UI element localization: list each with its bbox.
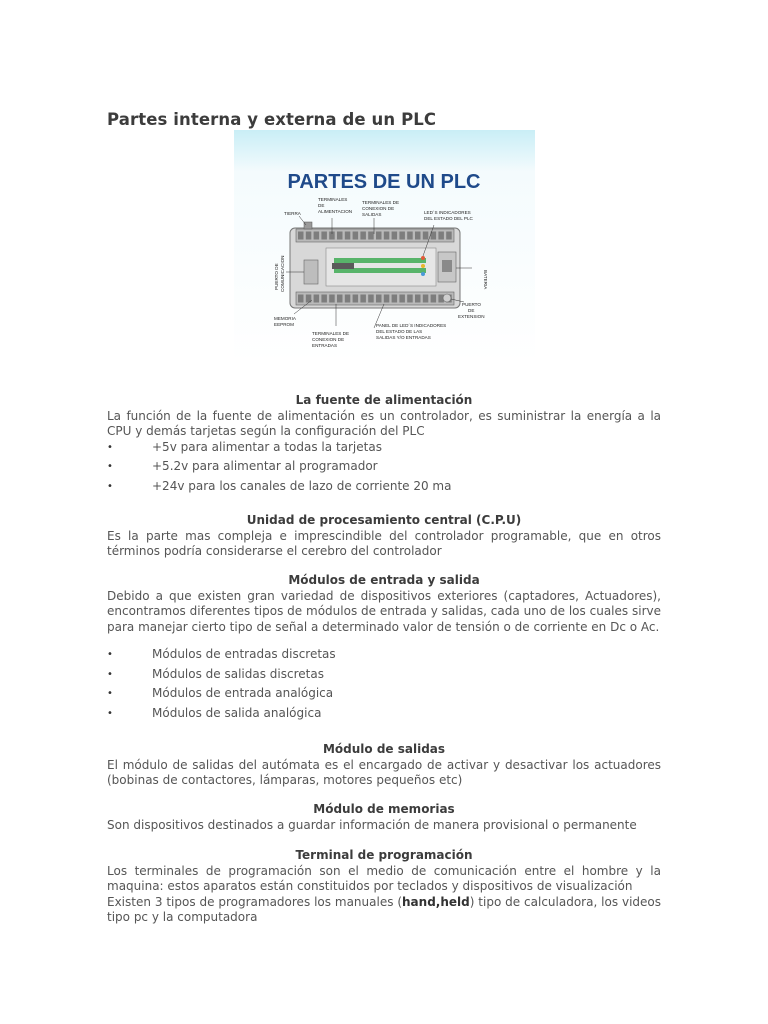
label-term-sal-2: CONEXION DE	[362, 206, 395, 211]
terminal-screw	[306, 232, 312, 240]
paragraph: Existen 3 tipos de programadores los manuales (hand,held) tipo de calculadora, los videos tipo pc y la computadora	[107, 894, 661, 924]
terminal-screw	[423, 232, 429, 240]
section-heading: Módulos de entrada y salida	[288, 573, 480, 587]
list-item: • +5v para alimentar a todas la tarjetas	[107, 438, 661, 458]
label-puerto-com-1: PUERTO DE	[274, 263, 279, 290]
bullet-icon: •	[107, 688, 113, 699]
label-term-sal-3: SALIDAS	[362, 212, 382, 217]
terminal-screw	[368, 295, 374, 303]
list-item: • Módulos de salida analógica	[107, 704, 661, 724]
terminal-screw	[423, 295, 429, 303]
terminal-screw	[415, 232, 421, 240]
label-term-alim-1: TERMINALES	[318, 197, 348, 202]
section-cpu	[107, 513, 661, 560]
label-term-ent-1: TERMINALES DE	[312, 331, 350, 336]
paragraph: Debido a que existen gran variedad de dispositivos exteriores (captadores, Actuadores), encontramos diferentes tipos de módulos de entrada y salidas, cada uno de los cuales sirve para manejar cierto tipo de señal a determinado valor de tensión o de corriente en Dc o Ac.	[107, 588, 661, 634]
list-item: • +24v para los canales de lazo de corriente 20 ma	[107, 477, 661, 497]
label-puerto-ext-3: EXTENSION	[458, 314, 485, 319]
led-panel	[334, 258, 426, 263]
section-heading: Unidad de procesamiento central (C.P.U)	[246, 513, 522, 527]
terminal-screw	[345, 295, 351, 303]
extension-port	[443, 294, 451, 302]
label-puerto-ext-1: PUERTO	[462, 302, 481, 307]
label-leds-2: DEL ESTADO DEL PLC	[424, 216, 473, 221]
section-heading: La fuente de alimentación	[295, 393, 473, 407]
terminal-screw	[384, 232, 390, 240]
terminal-screw	[353, 232, 359, 240]
section-memorias	[107, 802, 661, 833]
terminal-screw	[337, 295, 343, 303]
label-memoria-1: MEMORIA	[274, 316, 296, 321]
terminal-screw	[321, 295, 327, 303]
terminal-screw	[321, 232, 327, 240]
terminal-screw	[431, 295, 437, 303]
terminal-screw	[298, 295, 304, 303]
terminal-screw	[446, 232, 452, 240]
document-title: Partes interna y externa de un PLC	[107, 110, 437, 129]
terminal-screw	[368, 232, 374, 240]
label-leds-1: LED´S INDICADORES	[424, 210, 471, 215]
terminal-screw	[314, 232, 320, 240]
terminal-screw	[376, 232, 382, 240]
section-heading: Módulo de salidas	[322, 742, 446, 756]
bullet-list	[107, 645, 661, 723]
terminal-screw	[399, 295, 405, 303]
terminal-screw	[329, 295, 335, 303]
section-salidas	[107, 742, 661, 789]
paragraph: Los terminales de programación son el medio de comunicación entre el hombre y la maquina: estos aparatos están constituidos por teclados y dispositivos de visualización	[107, 863, 661, 893]
bullet-icon: •	[107, 707, 113, 719]
plc-diagram	[234, 130, 535, 363]
terminal-screw	[298, 232, 304, 240]
bold-term: hand,held	[402, 894, 470, 909]
bullet-icon: •	[107, 480, 113, 492]
terminal-screw	[360, 232, 366, 240]
terminal-screw	[399, 232, 405, 240]
paragraph: Son dispositivos destinados a guardar información de manera provisional o permanente	[107, 817, 637, 832]
label-panel-3: SALIDAS Y/O ENTRADAS	[376, 335, 431, 340]
list-item: • Módulos de entrada analógica	[107, 684, 661, 704]
bullet-icon: •	[107, 461, 113, 472]
terminal-screw	[337, 232, 343, 240]
terminal-screw	[407, 232, 413, 240]
terminal-screw	[353, 295, 359, 303]
figure-heading: PARTES DE UN PLC	[287, 171, 481, 193]
plc-parts-figure	[234, 130, 535, 363]
terminal-screw	[392, 232, 398, 240]
section-heading: Terminal de programación	[295, 848, 473, 862]
terminal-screw	[384, 295, 390, 303]
terminal-screw	[345, 232, 351, 240]
label-panel-1: PANEL DE LED´S INDICADORES	[376, 323, 447, 328]
paragraph: Es la parte mas compleja e imprescindible del controlador programable, que en otros términos podría considerarse el cerebro del controlador	[107, 528, 661, 558]
paragraph: La función de la fuente de alimentación es un controlador, es suministrar la energía a la CPU y demás tarjetas según la configuración del PLC	[107, 408, 661, 438]
label-term-alim-3: ALIMENTACION	[318, 209, 353, 214]
terminal-screw	[314, 295, 320, 303]
list-item: • Módulos de entradas discretas	[107, 645, 661, 665]
bullet-list	[107, 438, 661, 497]
terminal-screw	[376, 295, 382, 303]
section-terminal	[107, 848, 661, 926]
terminal-screw	[415, 295, 421, 303]
terminal-screw	[407, 295, 413, 303]
bullet-icon: •	[107, 668, 113, 680]
list-item: • +5.2v para alimentar al programador	[107, 457, 661, 477]
section-fuente	[107, 393, 661, 496]
terminal-screw	[392, 295, 398, 303]
label-bateria: BATERIA	[483, 270, 488, 290]
label-term-sal-1: TERMINALES DE	[362, 200, 400, 205]
list-item: • Módulos de salidas discretas	[107, 665, 661, 685]
label-memoria-2: EEPROM	[274, 322, 294, 327]
comm-port	[304, 260, 318, 284]
label-term-ent-2: CONEXION DE	[312, 337, 345, 342]
bullet-icon: •	[107, 441, 113, 453]
label-puerto-com-2: COMUNICACION	[280, 255, 285, 292]
label-puerto-ext-2: DE	[468, 308, 475, 313]
label-term-ent-3: ENTRADAS	[312, 343, 338, 348]
terminal-screw	[438, 232, 444, 240]
paragraph: El módulo de salidas del autómata es el encargado de activar y desactivar los actuadores (bobinas de contactores, lámparas, motores pequeños etc)	[107, 757, 661, 787]
terminal-screw	[360, 295, 366, 303]
bullet-icon: •	[107, 649, 113, 660]
label-term-alim-2: DE	[318, 203, 325, 208]
section-modulos	[107, 573, 661, 723]
label-panel-2: DEL ESTADO DE LAS	[376, 329, 423, 334]
label-tierra: TIERRA	[284, 211, 301, 216]
section-heading: Módulo de memorias	[313, 802, 455, 816]
